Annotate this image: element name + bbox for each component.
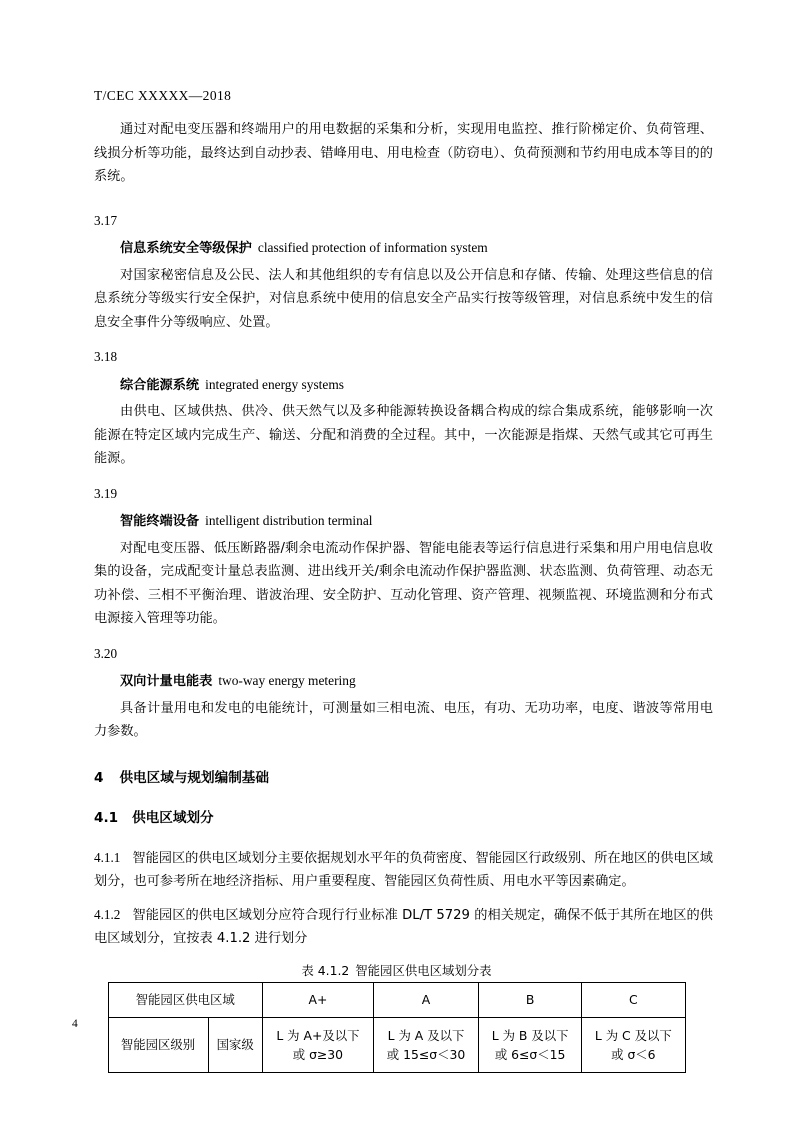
table-cell-b-line2: 或 6≤σ＜15 xyxy=(494,1046,566,1062)
section-title-4-1: 供电区域划分 xyxy=(132,809,214,826)
spacer xyxy=(72,830,721,846)
clause-4-1-2 xyxy=(94,903,721,951)
term-chinese-3-19: 智能终端设备 xyxy=(120,514,200,529)
clause-number-3-17: 3.17 xyxy=(94,212,118,228)
continued-paragraph: 通过对配电变压器和终端用户的用电数据的采集和分析，实现用电监控、推行阶梯定价、负荷管理、线损分析等功能，最终达到自动抄表、错峰用电、用电检查（防窃电）、负荷预测和节约用电成本等目的的系统。 xyxy=(94,122,713,184)
clause-number-3-20: 3.20 xyxy=(94,645,118,661)
section-heading-4-1 xyxy=(94,806,721,830)
clause-4-1-1 xyxy=(94,846,721,894)
term-definition-3-19: 对配电变压器、低压断路器/剩余电流动作保护器、智能电能表等运行信息进行采集和用户用电信息收集的设备，完成配变计量总表监测、进出线开关/剩余电流动作保护器监测、状态监测、负荷管理、动态无功补偿、三相不平衡治理、谐波治理、安全防护、互动化管理、资产管理、视频监视、环境监测和分布式电源接入管理等功能。 xyxy=(94,540,713,626)
table-cell-level-value: 国家级 xyxy=(208,1017,262,1072)
table-cell-a xyxy=(373,1017,478,1072)
table-header-row xyxy=(108,982,685,1017)
term-english-3-18: integrated energy systems xyxy=(205,376,344,392)
section-number-4-1: 4.1 xyxy=(94,809,119,826)
section-title-4: 供电区域与规划编制基础 xyxy=(119,769,269,786)
table-cell-level-label: 智能园区级别 xyxy=(108,1017,208,1072)
term-heading-3-19 xyxy=(120,509,721,534)
spacer xyxy=(72,894,721,903)
page-number: 4 xyxy=(72,1018,78,1030)
clause-number-4-1-1: 4.1.1 xyxy=(94,849,121,865)
term-heading-3-18 xyxy=(120,373,721,398)
table-header-cell-aplus: A+ xyxy=(262,982,373,1017)
table-row xyxy=(108,1017,685,1072)
table-cell-aplus-line1: L 为 A+及以下 xyxy=(276,1027,360,1043)
clause-text-4-1-2: 智能园区的供电区域划分应符合现行行业标准 DL/T 5729 的相关规定，确保不低于其所在地区的供电区域划分，宜按表 4.1.2 进行划分 xyxy=(94,907,713,946)
table-header-cell-b: B xyxy=(479,982,582,1017)
spacer xyxy=(72,790,721,806)
section-heading-4 xyxy=(94,766,721,790)
table-cell-c xyxy=(582,1017,685,1072)
table-header-cell-area: 智能园区供电区域 xyxy=(108,982,262,1017)
clause-number-3-18: 3.18 xyxy=(94,349,118,364)
power-supply-area-table xyxy=(108,982,686,1073)
clause-text-4-1-1: 智能园区的供电区域划分主要依据规划水平年的负荷密度、智能园区行政级别、所在地区的供电区域划分，也可参考所在地经济指标、用户重要程度、智能园区负荷性质、用电水平等因素确定。 xyxy=(94,850,713,889)
term-definition-3-18: 由供电、区域供热、供冷、供天然气以及多种能源转换设备耦合构成的综合集成系统，能够影响一次能源在特定区域内完成生产、输送、分配和消费的全过程。其中，一次能源是指煤、天然气或其它可再生能源。 xyxy=(94,404,713,466)
table-cell-a-line2: 或 15≤σ＜30 xyxy=(386,1046,466,1062)
table-header-cell-a: A xyxy=(373,982,478,1017)
spacer xyxy=(72,744,721,766)
table-cell-aplus xyxy=(262,1017,373,1072)
term-english-3-17: classified protection of information system xyxy=(257,240,488,255)
spacer xyxy=(72,189,721,198)
table-cell-b xyxy=(479,1017,582,1072)
table-cell-aplus-line2: 或 σ≥30 xyxy=(292,1046,344,1062)
table-header-cell-c: C xyxy=(582,982,685,1017)
table-cell-b-line1: L 为 B 及以下 xyxy=(491,1027,569,1043)
term-english-3-19: intelligent distribution terminal xyxy=(205,513,373,528)
section-number-4: 4 xyxy=(94,769,104,786)
term-heading-3-20 xyxy=(120,669,721,694)
clause-number-4-1-2: 4.1.2 xyxy=(94,906,121,922)
table-cell-a-line1: L 为 A 及以下 xyxy=(387,1027,465,1043)
page-header: T/CEC XXXXX—2018 xyxy=(94,88,232,103)
term-chinese-3-18: 综合能源系统 xyxy=(120,377,200,393)
table-caption-number: 表 4.1.2 xyxy=(301,962,350,978)
term-heading-3-17 xyxy=(120,236,721,261)
clause-number-3-19: 3.19 xyxy=(94,485,118,501)
term-definition-3-20: 具备计量用电和发电的电能统计，可测量如三相电流、电压，有功、无功功率，电度、谐波等常用电力参数。 xyxy=(94,700,713,739)
table-cell-c-line1: L 为 C 及以下 xyxy=(594,1027,672,1043)
term-chinese-3-20: 双向计量电能表 xyxy=(120,674,213,689)
table-caption xyxy=(72,961,721,979)
term-definition-3-17: 对国家秘密信息及公民、法人和其他组织的专有信息以及公开信息和存储、传输、处理这些信息的信息系统分等级实行安全保护，对信息系统中使用的信息安全产品实行按等级管理，对信息系统中发生的信息安全事件分等级响应、处置。 xyxy=(94,267,713,330)
term-english-3-20: two-way energy metering xyxy=(218,673,356,688)
table-cell-c-line2: 或 σ＜6 xyxy=(611,1046,656,1062)
table-caption-text: 智能园区供电区域划分表 xyxy=(355,962,492,978)
term-chinese-3-17: 信息系统安全等级保护 xyxy=(120,241,252,256)
